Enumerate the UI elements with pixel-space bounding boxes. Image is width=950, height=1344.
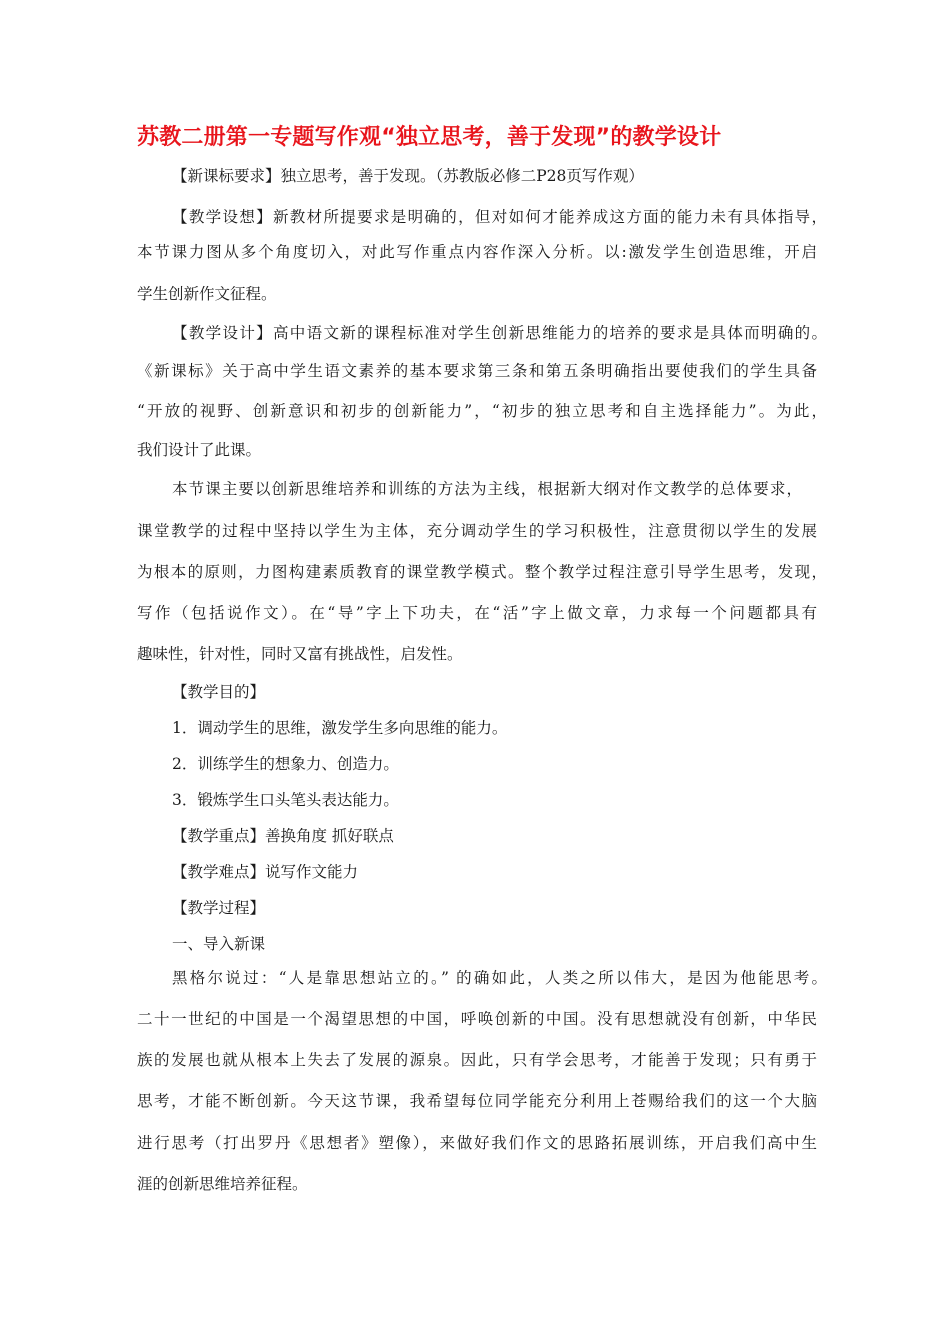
section-heading: 【教学重点】善换角度 抓好联点 — [172, 827, 394, 845]
section-heading: 【教学目的】 — [172, 683, 266, 701]
paragraph-line: 族的发展也就从根本上失去了发展的源泉。因此，只有学会思考，才能善于发现；只有勇于 — [137, 1051, 817, 1069]
paragraph-line: 写作（包括说作文）。在“导”字上下功夫，在“活”字上做文章，力求每一个问题都具有 — [137, 604, 817, 622]
paragraph-line: 二十一世纪的中国是一个渴望思想的中国，呼唤创新的中国。没有思想就没有创新，中华民 — [137, 1010, 817, 1028]
paragraph-line: 《新课标》关于高中学生语文素养的基本要求第三条和第五条明确指出要使我们的学生具备 — [137, 362, 817, 380]
paragraph-line: 趣味性，针对性，同时又富有挑战性，启发性。 — [137, 645, 463, 663]
section-heading: 一、导入新课 — [172, 935, 266, 953]
paragraph-line: 本节课主要以创新思维培养和训练的方法为主线，根据新大纲对作文教学的总体要求， — [172, 480, 802, 498]
paragraph-line: 学生创新作文征程。 — [137, 285, 277, 303]
paragraph-line: 本节课力图从多个角度切入，对此写作重点内容作深入分析。以:激发学生创造思维，开启 — [137, 243, 817, 261]
list-item: 1．调动学生的思维，激发学生多向思维的能力。 — [172, 719, 508, 737]
paragraph-line: 【新课标要求】独立思考，善于发现。（苏教版必修二P28页写作观） — [172, 167, 644, 185]
paragraph-line: 为根本的原则，力图构建素质教育的课堂教学模式。整个教学过程注意引导学生思考，发现， — [137, 563, 827, 581]
paragraph-line: 黑格尔说过：“人是靠思想站立的。” 的确如此，人类之所以伟大，是因为他能思考。 — [172, 969, 827, 987]
section-heading: 【教学过程】 — [172, 899, 266, 917]
paragraph-line: 【教学设想】新教材所提要求是明确的，但对如何才能养成这方面的能力未有具体指导， — [172, 208, 827, 226]
paragraph-line: 思考，才能不断创新。今天这节课，我希望每位同学能充分利用上苍赐给我们的这一个大脑 — [137, 1092, 817, 1110]
paragraph-line: 涯的创新思维培养征程。 — [137, 1175, 308, 1193]
paragraph-line: 进行思考（打出罗丹《思想者》塑像），来做好我们作文的思路拓展训练，开启我们高中生 — [137, 1134, 817, 1152]
list-item: 3．锻炼学生口头笔头表达能力。 — [172, 791, 399, 809]
paragraph-line: “开放的视野、创新意识和初步的创新能力”，“初步的独立思考和自主选择能力”。为此， — [137, 402, 827, 420]
section-heading: 【教学难点】说写作文能力 — [172, 863, 359, 881]
paragraph-line: 【教学设计】高中语文新的课程标准对学生创新思维能力的培养的要求是具体而明确的。 — [172, 324, 827, 342]
document-title: 苏教二册第一专题写作观“独立思考，善于发现”的教学设计 — [137, 125, 722, 150]
paragraph-line: 课堂教学的过程中坚持以学生为主体，充分调动学生的学习积极性，注意贯彻以学生的发展 — [137, 522, 817, 540]
paragraph-line: 我们设计了此课。 — [137, 441, 262, 459]
list-item: 2．训练学生的想象力、创造力。 — [172, 755, 399, 773]
